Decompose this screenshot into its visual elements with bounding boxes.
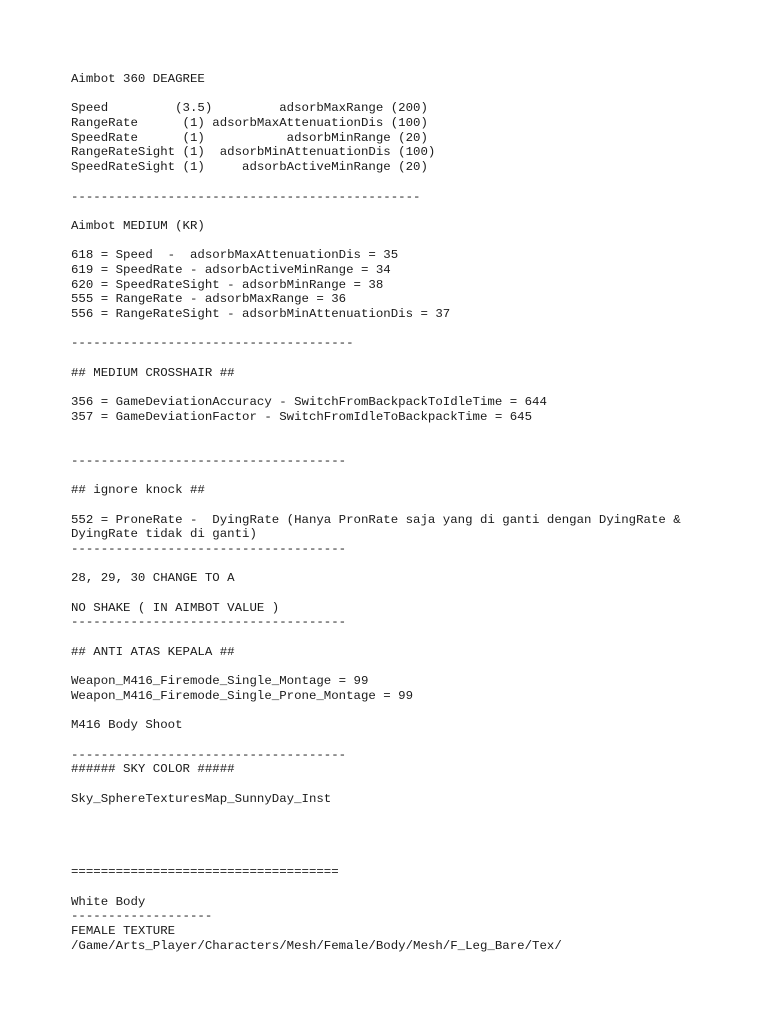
text-line: Aimbot 360 DEAGREE	[71, 72, 205, 86]
text-line: 556 = RangeRateSight - adsorbMinAttenuationDis = 37	[71, 307, 451, 321]
text-line: ## ignore knock ##	[71, 483, 205, 498]
blank-line	[71, 586, 761, 601]
text-line: 555 = RangeRate - adsorbMaxRange = 36	[71, 292, 347, 307]
blank-line	[71, 630, 761, 645]
text-line: ## MEDIUM CROSSHAIR ##	[71, 365, 235, 380]
blank-line	[71, 821, 761, 836]
text-line: 552 = ProneRate - DyingRate (Hanya PronRate saja yang di ganti dengan DyingRate &	[71, 512, 681, 527]
blank-line	[71, 175, 761, 190]
blank-line	[71, 880, 761, 895]
text-line: Weapon_M416_Firemode_Single_Montage = 99	[71, 674, 369, 689]
text-line: 357 = GameDeviationFactor - SwitchFromIdleToBackpackTime = 645	[71, 409, 533, 424]
text-line: M416 Body Shoot	[71, 718, 183, 733]
blank-line	[71, 87, 761, 102]
blank-line	[71, 439, 761, 454]
blank-line	[71, 704, 761, 719]
separator-line: --------------------------------------	[71, 336, 354, 351]
text-line: ###### SKY COLOR #####	[71, 762, 235, 777]
blank-line	[71, 425, 761, 440]
separator-line: -----------------------------------------------	[71, 189, 421, 204]
separator-line: -------------------------------------	[71, 542, 347, 556]
text-line: 28, 29, 30 CHANGE TO A	[71, 571, 235, 586]
text-line: Speed (3.5) adsorbMaxRange (200)	[71, 101, 428, 116]
blank-line	[71, 351, 761, 366]
blank-line	[71, 777, 761, 792]
separator-line: -------------------	[71, 909, 213, 924]
separator-line: -------------------------------------	[71, 453, 347, 468]
text-line: DyingRate tidak di ganti)	[71, 527, 257, 542]
blank-line	[71, 498, 761, 513]
blank-line	[71, 322, 761, 337]
text-line: FEMALE TEXTURE	[71, 923, 176, 938]
blank-line	[71, 806, 761, 821]
text-line: 619 = SpeedRate - adsorbActiveMinRange = 34	[71, 262, 391, 277]
separator-line: ====================================	[71, 865, 339, 880]
text-line: SpeedRateSight (1) adsorbActiveMinRange (20)	[71, 160, 428, 175]
blank-line	[71, 204, 761, 219]
blank-line	[71, 557, 761, 572]
text-line: Weapon_M416_Firemode_Single_Prone_Montage = 99	[71, 688, 414, 703]
text-line: RangeRateSight (1) adsorbMinAttenuationDis (100)	[71, 145, 436, 160]
text-line: 620 = SpeedRateSight - adsorbMinRange = 38	[71, 277, 384, 292]
blank-line	[71, 850, 761, 865]
separator-line: -------------------------------------	[71, 615, 347, 630]
text-line: /Game/Arts_Player/Characters/Mesh/Female/Body/Mesh/F_Leg_Bare/Tex/	[71, 938, 562, 953]
text-line: SpeedRate (1) adsorbMinRange (20)	[71, 130, 428, 145]
text-line: 618 = Speed - adsorbMaxAttenuationDis = 35	[71, 248, 399, 263]
document-body	[71, 72, 761, 953]
blank-line	[71, 234, 761, 249]
blank-line	[71, 836, 761, 851]
text-line: ## ANTI ATAS KEPALA ##	[71, 644, 235, 659]
text-line: RangeRate (1) adsorbMaxAttenuationDis (100)	[71, 116, 428, 131]
text-line: White Body	[71, 894, 146, 909]
blank-line	[71, 469, 761, 484]
blank-line	[71, 733, 761, 748]
text-line: 356 = GameDeviationAccuracy - SwitchFromBackpackToIdleTime = 644	[71, 395, 547, 410]
blank-line	[71, 380, 761, 395]
text-line: Aimbot MEDIUM (KR)	[71, 218, 205, 233]
text-line: Sky_SphereTexturesMap_SunnyDay_Inst	[71, 791, 332, 806]
blank-line	[71, 660, 761, 675]
text-line: NO SHAKE ( IN AIMBOT VALUE )	[71, 600, 280, 615]
separator-line: -------------------------------------	[71, 747, 347, 762]
